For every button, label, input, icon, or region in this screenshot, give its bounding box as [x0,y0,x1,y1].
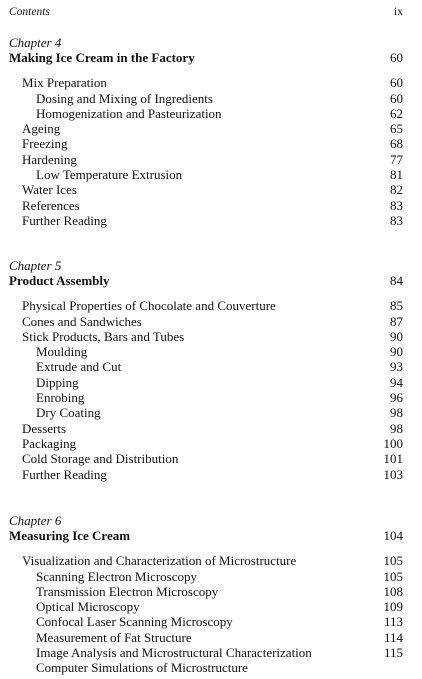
chapter-title [9,273,403,288]
toc-entry-text: Physical Properties of Chocolate and Couverture [22,298,276,314]
toc-entry [9,451,403,466]
toc-entry-page-number: 60 [390,90,403,106]
toc-entry-text: Extrude and Cut [36,359,122,375]
toc-entry [9,329,403,344]
toc-entry [9,198,403,213]
toc-entry-text: Desserts [22,420,67,436]
toc-entry [9,660,403,675]
toc-entry-page-number: 101 [383,451,403,467]
toc-entry-page-number: 114 [383,629,403,645]
toc-entry-page-number: 87 [390,313,403,329]
running-head-page-number: ix [394,6,403,18]
toc-entry-text: Water Ices [22,182,77,198]
toc-entry [9,436,403,451]
chapter-title-page-number: 84 [390,273,403,288]
toc-entry [9,91,403,106]
chapter-4-block [9,35,403,228]
chapter-title [9,528,403,543]
toc-entry-page-number: 115 [383,645,403,661]
toc-entry [9,213,403,228]
chapter-label-text: Chapter 4 [9,35,62,50]
toc-entry-page-number: 85 [390,298,403,314]
toc-entry [9,390,403,405]
toc-entry-page-number: 108 [383,583,403,599]
chapter-label [9,513,403,528]
toc-entry-text: Dry Coating [36,405,101,421]
toc-entry-page-number: 65 [390,121,403,137]
toc-entry-page-number: 62 [390,105,403,121]
toc-entry [9,298,403,313]
toc-entry-text: Cones and Sandwiches [22,313,142,329]
toc-entry-text: Stick Products, Bars and Tubes [22,328,185,344]
toc-entry [9,152,403,167]
chapter-title [9,50,403,65]
chapter-gap [9,65,403,75]
chapter-title-page-number: 60 [390,50,403,65]
toc-entry-page-number: 105 [383,553,403,569]
toc-entry-page-number: 109 [383,599,403,615]
chapter-label [9,35,403,50]
toc-entry-page-number: 83 [390,212,403,228]
toc-entry [9,630,403,645]
toc-entry-text: Dosing and Mixing of Ingredients [36,90,213,106]
chapter-title-text: Measuring Ice Cream [9,528,131,543]
running-head [9,6,403,20]
toc-entry-page-number: 83 [390,197,403,213]
toc-entry-page-number: 103 [383,466,403,482]
toc-entry-text: Low Temperature Extrusion [36,167,183,183]
toc-entry-text: Computer Simulations of Microstructure [36,660,248,676]
toc-entry-page-number: 105 [383,568,403,584]
toc-entry-page-number: 93 [390,359,403,375]
toc-entry-text: Measurement of Fat Structure [36,629,192,645]
chapter-title-text: Making Ice Cream in the Factory [9,50,195,65]
toc-entry-text: Mix Preparation [22,75,107,91]
toc-entry-page-number: 113 [383,614,403,630]
toc-entry [9,182,403,197]
toc-entry [9,136,403,151]
toc-entry [9,167,403,182]
toc-entry [9,75,403,90]
toc-entry-page-number: 90 [390,344,403,360]
toc-entry [9,569,403,584]
chapter-label [9,258,403,273]
toc-entry-page-number: 82 [390,182,403,198]
running-head-section: Contents [9,6,50,18]
toc-entry-page-number: 90 [390,328,403,344]
toc-entry-text: Freezing [22,136,68,152]
toc-entry [9,344,403,359]
toc-entry [9,614,403,629]
toc-entry [9,314,403,329]
toc-entry-text: Optical Microscopy [36,599,140,615]
chapter-title-text: Product Assembly [9,273,110,288]
toc-entry [9,467,403,482]
toc-entry-page-number: 77 [390,151,403,167]
toc-entry-page-number: 81 [390,167,403,183]
toc-entry-text: Further Reading [22,212,107,228]
chapter-title-page-number: 104 [383,528,403,543]
toc-entry-text: Ageing [22,121,61,137]
toc-entry-text: Visualization and Characterization of Microstructure [22,553,297,569]
toc-entry-page-number: 96 [390,390,403,406]
toc-entry [9,106,403,121]
toc-entry [9,645,403,660]
toc-entry-text: Transmission Electron Microscopy [36,583,219,599]
chapter-gap [9,288,403,298]
toc-entry-text: Packaging [22,435,77,451]
toc-entry [9,421,403,436]
toc-entry [9,553,403,568]
toc-entry [9,405,403,420]
toc-entry [9,359,403,374]
chapter-label-text: Chapter 5 [9,258,62,273]
toc-entry-text: Enrobing [36,390,85,406]
toc-entry-page-number: 94 [390,374,403,390]
toc-entry-text: Scanning Electron Microscopy [36,568,198,584]
chapter-6-block [9,513,403,676]
toc-entry-text: Cold Storage and Distribution [22,451,179,467]
toc-entry-text: References [22,197,80,213]
toc-entry-text: Dipping [36,374,79,390]
toc-entry-page-number: 60 [390,75,403,91]
toc-entry-text: Further Reading [22,466,107,482]
chapter-5-block [9,258,403,482]
toc-entry [9,121,403,136]
toc-entry-text: Hardening [22,151,77,167]
toc-entry-text: Image Analysis and Microstructural Characterization [36,645,312,661]
toc-entry-page-number: 98 [390,420,403,436]
toc-entry-text: Moulding [36,344,88,360]
toc-entry-page-number: 98 [390,405,403,421]
toc-entry [9,375,403,390]
toc-entry-text: Confocal Laser Scanning Microscopy [36,614,233,630]
toc-entry-page-number: 100 [383,435,403,451]
toc-entry-page-number: 68 [390,136,403,152]
toc-entry [9,584,403,599]
chapter-gap [9,543,403,553]
toc-entry [9,599,403,614]
chapter-label-text: Chapter 6 [9,513,62,528]
toc-entry-text: Homogenization and Pasteurization [36,105,222,121]
